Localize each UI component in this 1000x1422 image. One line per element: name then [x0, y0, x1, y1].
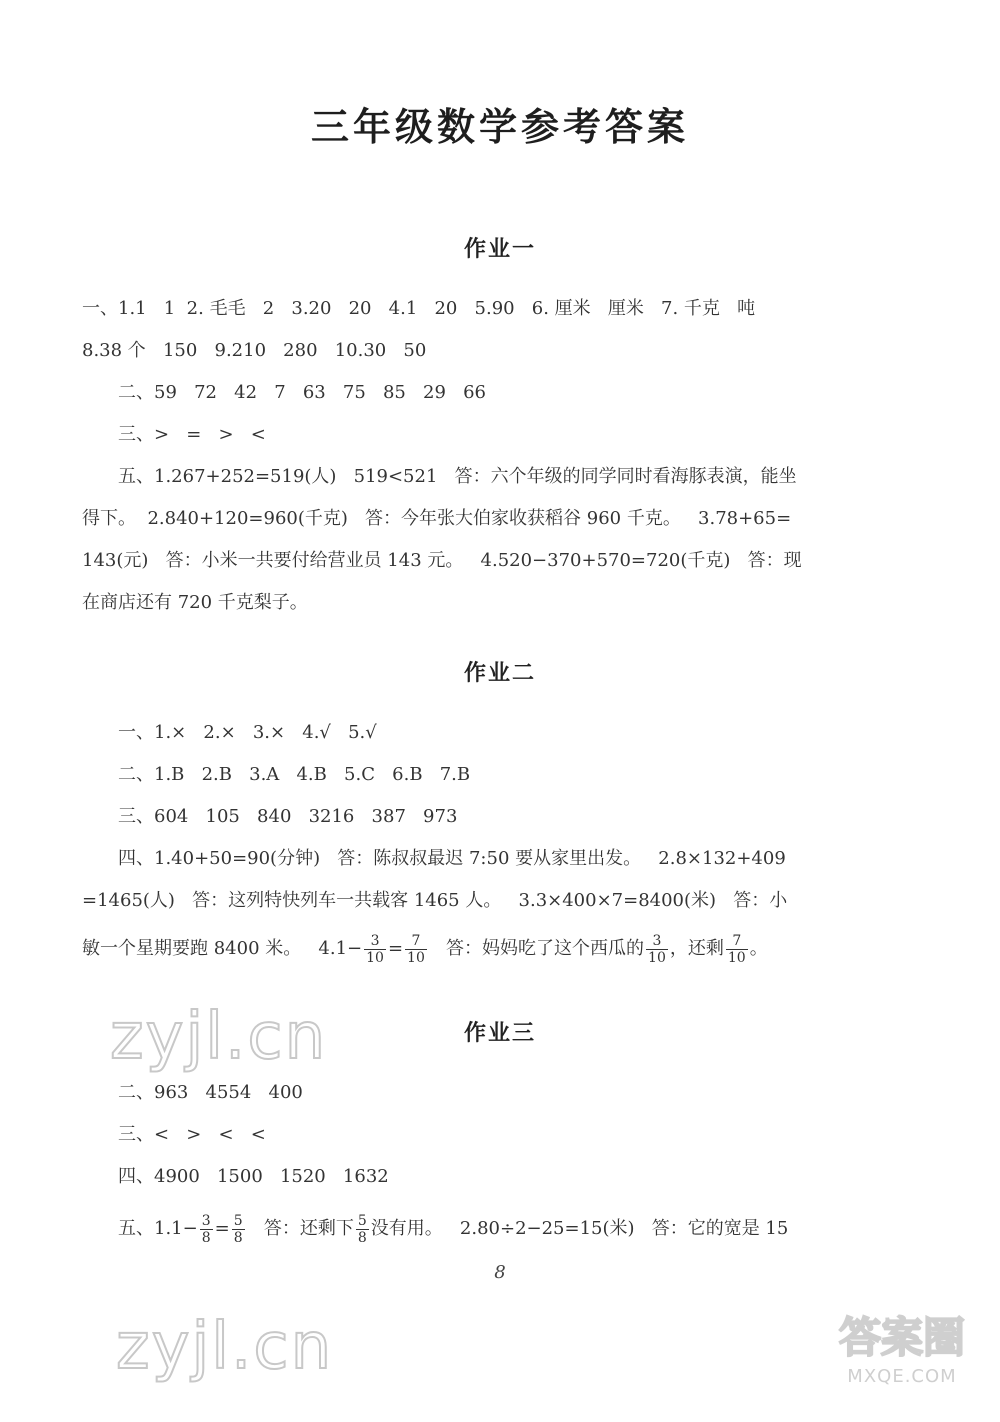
answer-line-with-fractions — [82, 928, 914, 970]
text-segment: 答：还剩下 — [246, 1218, 354, 1239]
numerator: 5 — [233, 1212, 243, 1229]
page-number: 8 — [494, 1262, 506, 1283]
fraction — [232, 1213, 245, 1246]
fraction — [364, 933, 386, 966]
denominator: 10 — [727, 949, 746, 966]
text-segment: ，还剩 — [669, 938, 724, 959]
text-segment: 敏一个星期要跑 8400 米。 4.1− — [82, 938, 363, 959]
numerator: 7 — [405, 933, 427, 950]
fraction — [200, 1213, 213, 1246]
site-logo — [822, 1310, 982, 1400]
answer-line: 二、1.B 2.B 3.A 4.B 5.C 6.B 7.B — [118, 764, 471, 785]
answer-line: 四、1.40+50=90(分钟) 答：陈叔叔最迟 7:50 要从家里出发。 2.8×132+409 — [118, 848, 786, 869]
answer-line: 在商店还有 720 千克梨子。 — [82, 592, 308, 613]
section-heading-hw1: 作业一 — [463, 237, 536, 262]
text-segment: = — [214, 1218, 230, 1239]
section-heading-hw3: 作业三 — [463, 1021, 536, 1046]
text-segment: = — [387, 938, 404, 959]
answer-line: 143(元) 答：小米一共要付给营业员 143 元。 4.520−370+570=720(千克) 答：现 — [82, 550, 802, 571]
answer-line-with-fractions — [118, 1208, 950, 1250]
fraction — [646, 933, 668, 966]
watermark-logo: zyjl.cn — [116, 1310, 334, 1384]
logo-text: 答案圈 — [838, 1313, 965, 1362]
numerator: 3 — [364, 933, 386, 950]
answer-line: 二、59 72 42 7 63 75 85 29 66 — [118, 382, 487, 403]
denominator: 10 — [648, 949, 666, 966]
text-segment: 答：妈妈吃了这个西瓜的 — [428, 938, 645, 959]
text-segment: 没有用。 2.80÷2−25=15(米) 答：它的宽是 15 — [370, 1218, 789, 1239]
answer-line: =1465(人) 答：这列特快列车一共载客 1465 人。 3.3×400×7=8400(米) 答：小 — [82, 890, 788, 911]
answer-line: 8.38 个 150 9.210 280 10.30 50 — [82, 340, 427, 361]
numerator: 7 — [726, 933, 748, 950]
section-heading-hw2: 作业二 — [463, 661, 536, 686]
logo-domain: MXQE.COM — [847, 1366, 957, 1387]
answer-line: 三、< > < < — [118, 1124, 266, 1145]
answer-line: 一、1.1 1 2. 毛毛 2 3.20 20 4.1 20 5.90 6. 厘米 厘米 7. 千克 吨 — [82, 298, 756, 319]
text-segment: 五、1.1− — [118, 1218, 198, 1239]
page-title: 三年级数学参考答案 — [310, 104, 689, 149]
fraction — [356, 1213, 369, 1246]
denominator: 10 — [366, 949, 384, 966]
answer-line: 二、963 4554 400 — [118, 1082, 303, 1103]
fraction — [726, 933, 748, 966]
text-segment: 。 — [749, 938, 768, 959]
answer-line: 四、4900 1500 1520 1632 — [118, 1166, 389, 1187]
denominator: 10 — [407, 949, 425, 966]
fraction — [405, 933, 427, 966]
denominator: 8 — [201, 1229, 211, 1246]
numerator: 5 — [357, 1212, 367, 1229]
answer-line: 一、1.× 2.× 3.× 4.√ 5.√ — [118, 722, 377, 743]
numerator: 3 — [201, 1212, 211, 1229]
answer-line: 得下。 2.840+120=960(千克) 答：今年张大伯家收获稻谷 960 千克。 3.78+65= — [82, 508, 792, 529]
answer-line: 五、1.267+252=519(人) 519<521 答：六个年级的同学同时看海豚表演，能坐 — [118, 466, 797, 487]
denominator: 8 — [357, 1229, 367, 1246]
denominator: 8 — [233, 1229, 243, 1246]
answer-line: 三、> = > < — [118, 424, 266, 445]
watermark-logo: zyjl.cn — [110, 1000, 328, 1074]
numerator: 3 — [646, 933, 668, 950]
answer-line: 三、604 105 840 3216 387 973 — [118, 806, 458, 827]
